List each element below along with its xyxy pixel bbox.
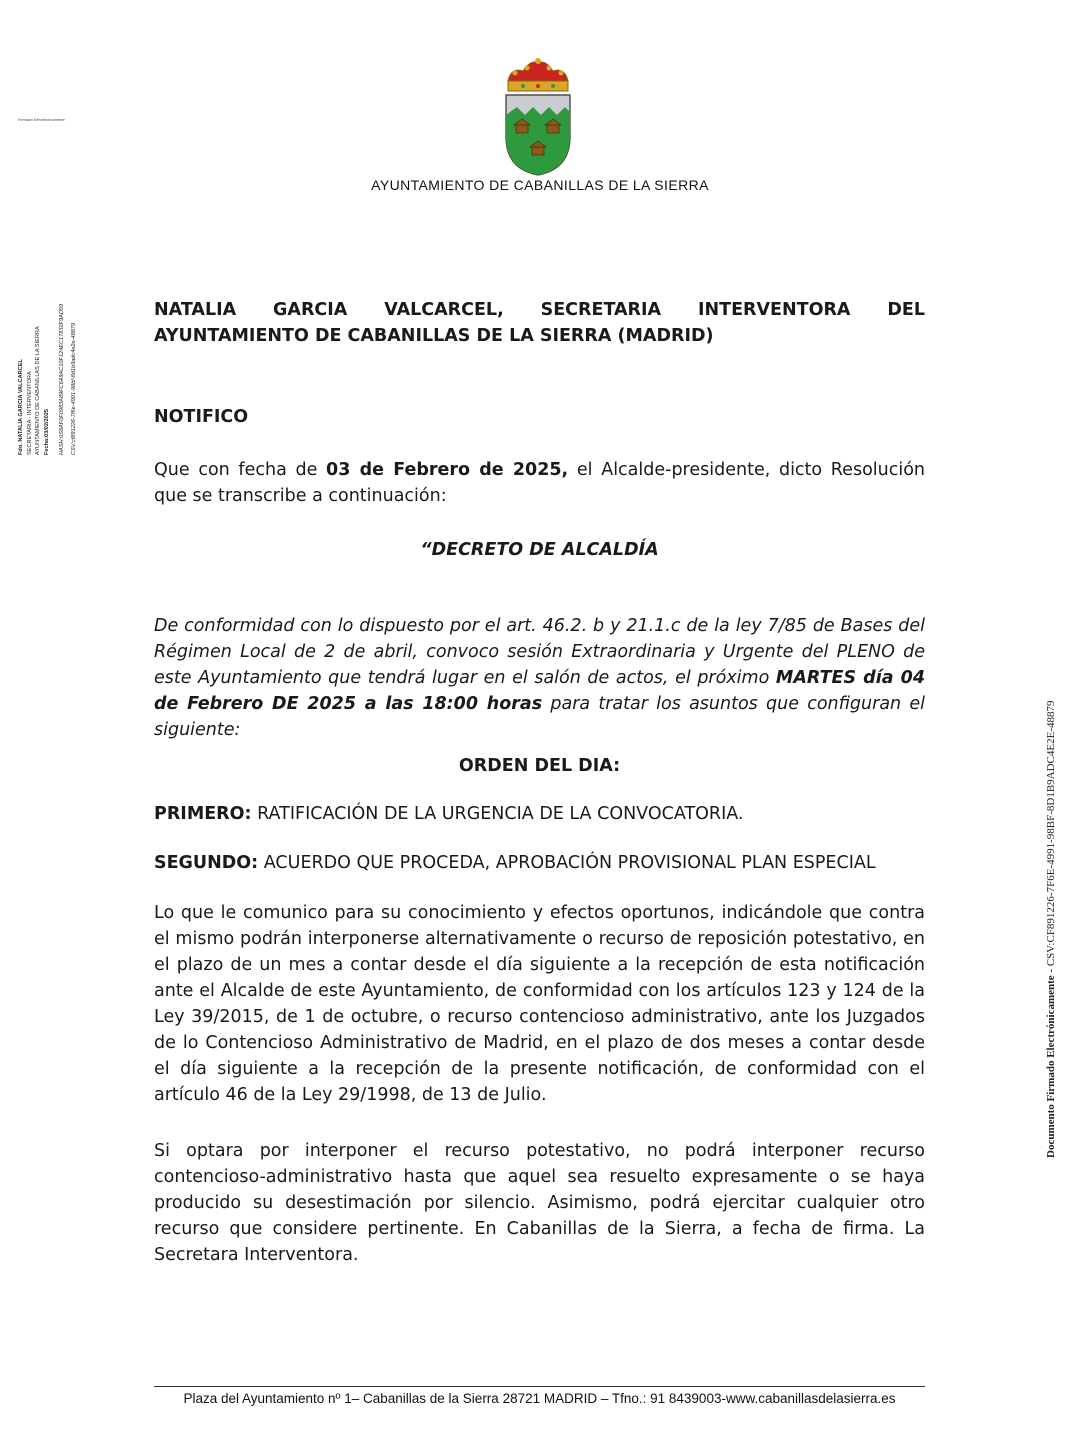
stamp-line-signer: Fdo. NATALIA GARCIA VALCARCEL [18,359,24,455]
intro-paragraph: Que con fecha de 03 de Febrero de 2025, el Alcalde-presidente, dicto Resolución que se transcribe a continuación: [154,460,926,506]
document-title: NATALIA GARCIA VALCARCEL, SECRETARIA INTERVENTORA DEL AYUNTAMIENTO DE CABANILLAS DE LA SIERRA (MADRID) [154,300,925,346]
decree-title: “DECRETO DE ALCALDÍA [420,540,659,560]
electronic-signature-stamp [14,115,84,455]
notice-paragraph: Lo que le comunico para su conocimiento y efectos oportunos, indicándole que contra el mismo podrán interponerse alternativamente o recurso de reposición potestativo, en el plazo de un mes a contar desde el día siguiente a la recepción de esta notificación ante el Alcalde de este Ayuntamiento, de conformidad con los artículos 123 y 124 de la Ley 39/2015, de 1 de octubre, o recurso contencioso administrativo, ante los Juzgados de lo Contencioso Administrativo de Madrid, en el plazo de dos meses a contar desde el día siguiente a la recepción de la presente notificación, de conformidad con el artículo 46 de la Ley 29/1998, de 13 de Julio. [154,903,925,1105]
appeal-paragraph: Si optara por interponer el recurso potestativo, no podrá interponer recurso contencioso-administrativo hasta que aquel sea resuelto expresamente o se haya producido su desestimación por silencio. Asimismo, podrá ejercitar cualquier otro recurso que considere pertinente. En Cabanillas de la Sierra, a fecha de firma. La Secretara Interventora. [154,1141,925,1265]
signed-document-label: Documento Firmado Electrónicamente - [1045,966,1057,1158]
agenda-item-first: PRIMERO: RATIFICACIÓN DE LA URGENCIA DE LA CONVOCATORIA. [154,804,744,824]
stamp-line-organization: AYUNTAMIENTO DE CABANILLAS DE LA SIERRA [35,326,41,455]
stamp-line-hash: HASH:0S8AF0F0983A89FC6A9AC10F124EC17832F9AD59 [59,303,65,455]
stamp-line-date: Fecha:03/02/2025 [44,408,50,455]
notifico-heading: NOTIFICO [154,407,249,427]
stamp-line-role: SECRETARIA - INTERVENTORA [27,371,33,455]
intro-date: 03 de Febrero de 2025, [326,460,569,480]
organization-name: AYUNTAMIENTO DE CABANILLAS DE LA SIERRA [371,177,709,193]
convocation-paragraph: De conformidad con lo dispuesto por el art. 46.2. b y 21.1.c de la ley 7/85 de Bases del Régimen Local de 2 de abril, convoco sesión Extraordinaria y Urgente del PLENO de este Ayuntamiento que tendrá lugar en el salón de actos, el próximo MARTES día 04 de Febrero DE 2025 a las 18:00 horas para tratar los asuntos que configuran el siguiente: [154,616,925,740]
signed-document-csv: CSV:CF891226-7F6E-4991-98BF-8D1B9ADC4E2E-48879 [1045,700,1057,967]
session-datetime: MARTES día 04 de Febrero DE 2025 a las 18:00 horas [154,668,925,714]
footer-divider [154,1386,925,1387]
stamp-line-csv: CSV:cf891226-7f6e-4991-98bf-8d1b9adc4e2e-48879 [71,322,77,455]
agenda-heading: ORDEN DEL DIA: [458,756,621,776]
signed-document-note [1045,701,1057,1159]
stamp-header: Firmado Electrónicamente [18,117,65,122]
agenda-item-second: SEGUNDO: ACUERDO QUE PROCEDA, APROBACIÓN PROVISIONAL PLAN ESPECIAL [154,853,876,873]
municipal-coat-of-arms-logo [503,57,573,177]
footer-address: Plaza del Ayuntamiento nº 1– Cabanillas de la Sierra 28721 MADRID – Tfno.: 91 8439003-www.cabanillasdelasierra.es [183,1391,896,1406]
